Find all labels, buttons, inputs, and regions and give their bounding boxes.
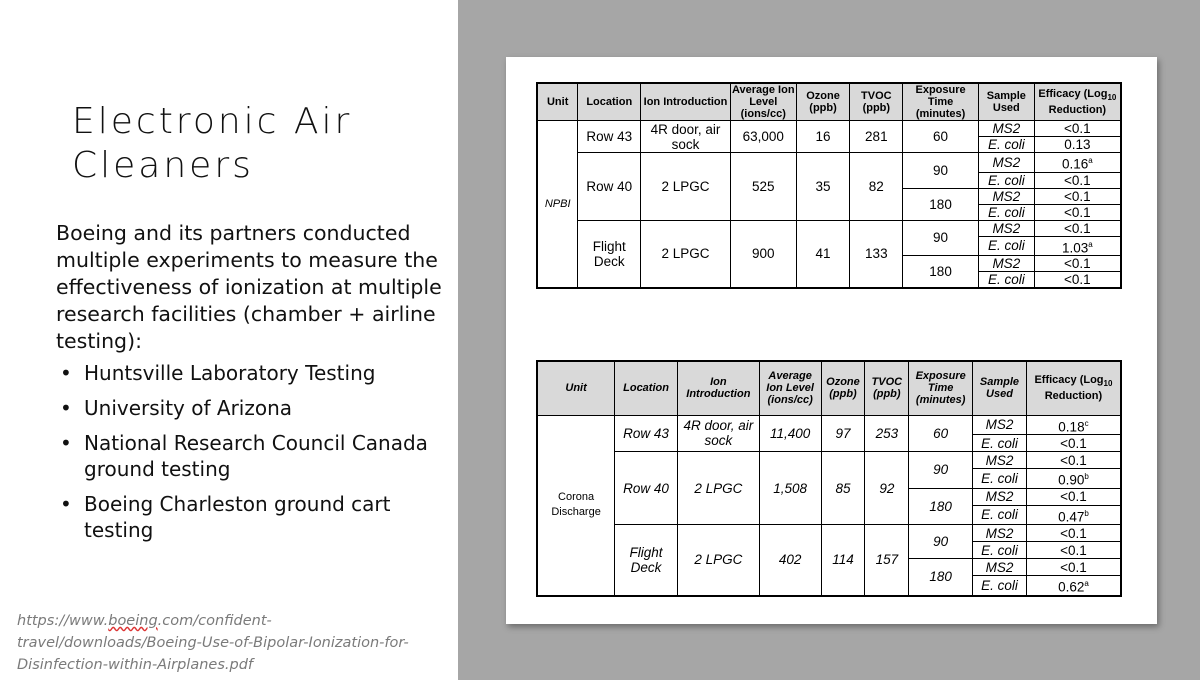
source-rest: .com/confident-	[157, 613, 272, 629]
sample-cell: MS2	[978, 121, 1034, 137]
efficacy-cell: <0.1	[1034, 256, 1121, 272]
avg-ion-cell: 11,400	[759, 415, 821, 452]
ozone-cell: 41	[796, 220, 850, 288]
efficacy-cell: <0.1	[1026, 435, 1121, 452]
header-exposure-time: Exposure Time (minutes)	[903, 83, 979, 121]
table-row	[537, 525, 1121, 542]
sample-cell: E. coli	[978, 137, 1034, 153]
table-row	[537, 153, 1121, 173]
efficacy-cell: 0.16$^a$	[1034, 153, 1121, 173]
slide-text-panel	[0, 0, 458, 680]
location-cell: Flight Deck	[615, 525, 678, 596]
header-efficacy: Efficacy (Log$_{10}$ Reduction)	[1026, 361, 1121, 415]
sample-cell: MS2	[973, 488, 1027, 505]
efficacy-cell: 0.47$^b$	[1026, 505, 1121, 525]
avg-ion-cell: 900	[730, 220, 796, 288]
sample-cell: E. coli	[978, 236, 1034, 256]
ion-cell: 4R door, air sock	[677, 415, 759, 452]
efficacy-cell: <0.1	[1034, 172, 1121, 188]
facility-list	[56, 360, 451, 552]
source-domain: boeing	[108, 613, 158, 629]
sample-cell: E. coli	[978, 204, 1034, 220]
efficacy-cell: 1.03$^a$	[1034, 236, 1121, 256]
header-efficacy: Efficacy (Log$_{10}$ Reduction)	[1034, 83, 1121, 121]
sample-cell: MS2	[973, 559, 1027, 576]
header-unit: Unit	[537, 83, 578, 121]
header-sample-used: Sample Used	[978, 83, 1034, 121]
efficacy-cell: <0.1	[1026, 559, 1121, 576]
tvoc-cell: 281	[850, 121, 903, 153]
avg-ion-cell: 63,000	[730, 121, 796, 153]
unit-cell: NPBI	[537, 121, 578, 289]
ozone-cell: 85	[821, 452, 865, 525]
header-ion-introduction: Ion Introduction	[641, 83, 731, 121]
time-cell: 180	[903, 188, 979, 220]
list-item: • Boeing Charleston ground cart testing	[56, 491, 451, 543]
title-line-2: Cleaners	[72, 145, 254, 186]
ion-cell: 2 LPGC	[677, 452, 759, 525]
location-cell: Flight Deck	[578, 220, 641, 288]
list-item: • National Research Council Canada ground testing	[56, 430, 451, 482]
efficacy-cell: <0.1	[1034, 121, 1121, 137]
efficacy-cell: 0.13	[1034, 137, 1121, 153]
source-prefix: https://www.	[17, 613, 109, 629]
sample-cell: E. coli	[973, 505, 1027, 525]
efficacy-cell: <0.1	[1034, 220, 1121, 236]
efficacy-cell: <0.1	[1026, 452, 1121, 469]
sample-cell: MS2	[973, 452, 1027, 469]
intro-paragraph: Boeing and its partners conducted multiple experiments to measure the effectiveness of ionization at multiple research facilities (chamber + airline testing):	[56, 221, 442, 353]
tvoc-cell: 253	[865, 415, 909, 452]
header-average-ion-level: Average Ion Level (ions/cc)	[731, 84, 795, 120]
location-cell: Row 43	[578, 121, 641, 153]
ozone-cell: 97	[821, 415, 865, 452]
source-link[interactable]	[17, 610, 437, 676]
efficacy-cell: 0.18$^c$	[1026, 415, 1121, 435]
tables-document-image	[506, 57, 1157, 624]
time-cell: 90	[909, 525, 973, 559]
location-cell: Row 43	[615, 415, 678, 452]
sample-cell: MS2	[973, 525, 1027, 542]
sample-cell: MS2	[978, 153, 1034, 173]
header-ozone: Ozone (ppb)	[821, 361, 865, 415]
ion-cell: 4R door, air sock	[641, 121, 731, 153]
sample-cell: E. coli	[978, 172, 1034, 188]
avg-ion-cell: 402	[759, 525, 821, 596]
source-line-3: Disinfection-within-Airplanes.pdf	[17, 657, 254, 673]
header-ion-introduction: Ion Introduction	[677, 361, 759, 415]
time-cell: 90	[903, 220, 979, 256]
header-tvoc: TVOC (ppb)	[865, 361, 909, 415]
efficacy-cell: <0.1	[1034, 272, 1121, 289]
time-cell: 60	[909, 415, 973, 452]
time-cell: 60	[903, 121, 979, 153]
efficacy-cell: <0.1	[1034, 204, 1121, 220]
avg-ion-cell: 1,508	[759, 452, 821, 525]
ozone-cell: 35	[796, 153, 850, 221]
corona-discharge-results-table	[536, 360, 1122, 597]
title-line-1: Electronic Air	[72, 101, 353, 142]
ozone-cell: 114	[821, 525, 865, 596]
sample-cell: E. coli	[978, 272, 1034, 289]
npbi-results-table	[536, 82, 1122, 289]
header-average-ion-level: Average Ion Level (ions/cc)	[759, 361, 821, 415]
efficacy-cell: <0.1	[1026, 542, 1121, 559]
efficacy-cell: <0.1	[1026, 488, 1121, 505]
slide-title	[72, 100, 352, 188]
table-row	[537, 452, 1121, 469]
time-cell: 180	[909, 488, 973, 525]
location-cell: Row 40	[578, 153, 641, 221]
header-location: Location	[578, 83, 641, 121]
header-unit: Unit	[537, 361, 615, 415]
sample-cell: MS2	[978, 188, 1034, 204]
table-row	[537, 220, 1121, 236]
table-row	[537, 121, 1121, 137]
sample-cell: E. coli	[973, 576, 1027, 596]
tvoc-cell: 92	[865, 452, 909, 525]
time-cell: 180	[909, 559, 973, 596]
unit-cell: Corona Discharge	[537, 415, 615, 596]
table-row	[537, 415, 1121, 435]
efficacy-cell: <0.1	[1034, 188, 1121, 204]
tvoc-cell: 82	[850, 153, 903, 221]
table-header-row	[537, 83, 1121, 121]
efficacy-cell: 0.90$^b$	[1026, 469, 1121, 489]
ion-cell: 2 LPGC	[641, 220, 731, 288]
header-ozone: Ozone (ppb)	[796, 83, 850, 121]
sample-cell: E. coli	[973, 542, 1027, 559]
sample-cell: E. coli	[973, 469, 1027, 489]
ion-cell: 2 LPGC	[677, 525, 759, 596]
header-sample-used: Sample Used	[973, 361, 1027, 415]
tvoc-cell: 157	[865, 525, 909, 596]
table-header-row	[537, 361, 1121, 415]
header-location: Location	[615, 361, 678, 415]
ozone-cell: 16	[796, 121, 850, 153]
header-exposure-time: Exposure Time (minutes)	[909, 361, 973, 415]
source-line-2: travel/downloads/Boeing-Use-of-Bipolar-Ionization-for-	[17, 635, 409, 651]
efficacy-cell: 0.62$^a$	[1026, 576, 1121, 596]
location-cell: Row 40	[615, 452, 678, 525]
sample-cell: MS2	[978, 256, 1034, 272]
time-cell: 90	[903, 153, 979, 189]
list-item: • University of Arizona	[56, 395, 451, 421]
efficacy-cell: <0.1	[1026, 525, 1121, 542]
sample-cell: E. coli	[973, 435, 1027, 452]
header-tvoc: TVOC (ppb)	[850, 83, 903, 121]
list-item: • Huntsville Laboratory Testing	[56, 360, 451, 386]
time-cell: 90	[909, 452, 973, 489]
sample-cell: MS2	[973, 415, 1027, 435]
time-cell: 180	[903, 256, 979, 289]
sample-cell: MS2	[978, 220, 1034, 236]
avg-ion-cell: 525	[730, 153, 796, 221]
tvoc-cell: 133	[850, 220, 903, 288]
ion-cell: 2 LPGC	[641, 153, 731, 221]
